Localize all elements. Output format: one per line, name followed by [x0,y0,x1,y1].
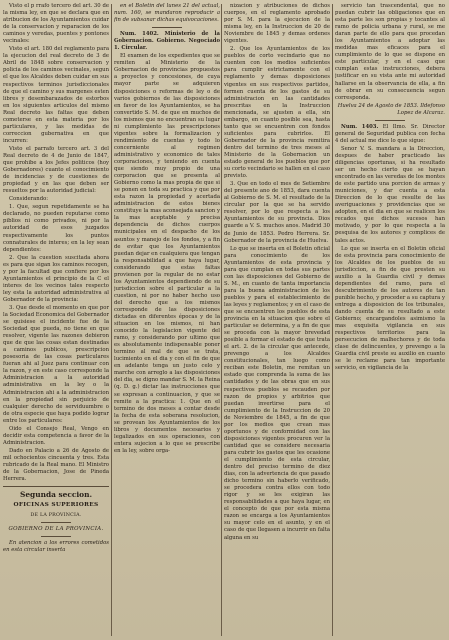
article-heading [335,124,445,145]
paragraph: Senor V. S. mandara a la Direccion, despues de haber practicado las diligencias oportunas, si ha resultado ser un hecho cierto que se hayan encontrado en las veredas de los montes de este partido una porcion de armas y municiones, y dar cuenta a esta Direccion de lo que resulte de las averiguaciones y providencias que se adopten, en el dia en que se realicen los recados que dichos sucesos han motivado, y por lo que respecta a la pesquisa de los autores y complices de tales actos. [335,145,445,244]
divider [375,120,405,121]
paragraph: Dado en Palacio a 26 de Agosto de mil ochocientos cincuenta y tres. Esta rubricado de la Real mano. El Ministro de la Gobernacion, Jose de Pineda Herrera. [3,447,109,483]
paragraph: 3. Que desde el momento en que por la Sociedad Economica del Gobernador se quisiese el incidente fue de la Sociedad que pueda, no tiene en que resolver, vigente las razones debieron que de que las cosas estan destinadas a caminos publicos, prescripcion posesoria de las cosas particulares fueran ahi al Juez para continuar con la razon, y en este caso corresponde la Administracion a la autoridad administrativa en la ley o la Administracion ahi a la administracion en la propiedad sin perjuicio de cualquier derecho de serviduumbre o de otra especie que haya podido lograr entre los particulares: [3,304,109,424]
paragraph: El examen de los expedientes que se remiten al Ministerio de la Gobernacion de provincias propuestos a proyectos y concesiones, de cuya mayor parte se adquieren disposiciones o reformas de ley o de varios gobiernos de las disposiciones en favor de los Ayuntamientos, se ha convertido S. M. de que en muchos de los mismos que no encuentran su lugar ni cumplimiento las prescripciones vigentes sobre la formalizacion y rendimiento de cuentas y todo lo concerniente al regimen administrativo y economico de tales corporaciones, y teniendo en cuenta que siendo muy propio de una corporacion que se presenta al Gobierno como la mas propia de que si se ponen en toda su practica y que por esta razon la propiedad y acertada administracion de estos bienes constituye la mas aconsejada sancion y la mas aceptable y precisa dependencia de dichos cuerpos municipales en el despacho de los asuntos y manejo de los fondos, y a fin de evitar que los Ayuntamientos puedan dejar en cualquiera que tengan la responsabilidad a que haya lugar, considerando que estas faltas provienen por la regular de no estar los Ayuntamientos dependiendo de su jurisdiccion sobre el particular a la cuestion, ni por no haber hecho uso del derecho que a los mismos corresponde de las disposiciones dictadas en diferentes épocas y de la situacion en los mismos, ni han conocido la legislacion vigente del ramo, y considerando por ultimo que es absolutamente indispensable poner termino al mal de que se trata, lucimiento en el dia y con el fin de que en adelante tenga un justo celo y marche con arreglo a las disposiciones del dia, se digno mandar S. M. la Reina (q. D. g.) dictar las instrucciones que se expresan a continuacion, y que se remite a la practica: 1. Que en el termino de dos meses a contar desde la fecha de esta soberana resolucion, se provean los Ayuntamientos de los libros y documentos necesarios y legalizados en sus operaciones, con entera sujecion a lo que se prescribe en la ley, sobre orga- [114,53,220,454]
paragraph: Considerando: [9,196,49,203]
divider [152,27,182,28]
article-heading [114,31,220,52]
paragraph: servicio tan trascendental, que no puedan cubrir las obligaciones que en esta parte les son propias y tocantes al ramo de policia urbana y rural, se me daran parte de ello para que procedan los Ayuntamientos a adoptar las medidas mas eficaces para el cumplimiento de lo que se dispone en este particular, y en el caso que cumplan estas instrucciones, debera justificar en su vista ante mi autoridad hallarse en la observancia de ella, a fin de obrar en su consecuencia segun corresponda. [335,3,445,101]
column-4 [335,3,445,636]
column-3 [224,3,330,636]
paragraph: Lo que se inserta en el Boletin oficial para conocimiento de los Ayuntamientos de esta provincia y para que cumplan en todas sus partes con las disposiciones del Gobierno de S. M., en cuanto de tanta importancia para la buena administracion de los pueblos y para el establecimiento de las leyes y reglamentos; y en el caso de que se encuentren los pueblos de esta provincia en la situacion que sobre el particular se determina, y a fin de que se proceda con la mayor brevedad posible a formar el estado de que trata el art. 2. de la circular que antecede, prevengo a los Alcaldes constitucionales, tan luego como reciban este Boletin, me remitan un estado que comprenda la suma de las cantidades y de las obras que en sus respectivos pueblos se recauden por razon de propios y arbitrios que puedan invertirse para el cumplimiento de la Instruccion de 20 de Noviembre de 1845, a fin de que por los medios que crean mas oportunos y de conformidad con las disposiciones vigentes procuren ver la cantidad que se considere necesaria para cubrir los gastos que les ocasione el cumplimiento de esta circular, dentro del preciso termino de diez dias, con la advertencia de que pasado dicho termino sin haberlo verificado, se procedera contra ellos con todo rigor y se les exigiran las responsabilidades a que haya lugar, en el concepto de que por esta misma razon se encarga a los Ayuntamientos su mayor celo en el asunto, y en el caso de que llegasen a incurrir en falta alguna en su [224,245,330,541]
section-org: OFICINAS SUPERIORES [13,502,99,509]
paragraph: Oido el Consejo Real, Vengo en decidir esta competencia a favor de la Administracion. [3,425,109,446]
paragraph: 1. Que, segun repetidamente se ha declarado, no pueden reputarse como piblios ni como privados, ni por la autoridad de esos juzgados respectivamente los puntos connaturales de interes; en la ley sean dependientes: [3,204,109,253]
column-1 [3,3,109,636]
paragraph: 3. Que en todo el mes de Setiembre del presente ano de 1853, dara cuenta al Gobierno de S. M. el resultado de la circular por la que se ha servido resolver, por lo que respecta a los Ayuntamientos de su provincia. Dios guarde a V. S. muchos anos. Madrid 30 de Junio de 1853. Pedro Herrera. Sr. Gobernador de la provincia de Huelva. [224,181,330,244]
article-title: El Ilmo. Sr. Director general de Seguridad publica con fecha 4 del actual me dice lo que sigue: [335,123,445,144]
paragraph: Visto el art. 180 del reglamento para la ejecucion del real decreto de 3 de Abril de 1848 sobre conservacion y policia de los caminos vecinales, segun el que los Alcaldes deben cuidar en sus respectivos terminos jurisdiccionales de que el camino y sus margenes esten libres y desembarazados de estorbos en los siguientes articulos del mismo Real decreto las faltas que deben cometerse en esta materia por los particulares, y las medidas de correccion gubernativa en que incurren: [3,46,109,144]
paragraph: nizacion y atribuciones de dichos cuerpos, en el reglamento aprobado por S. M. para la ejecucion de la misma ley, en la Instruccion de 20 de Noviembre de 1845 y demas ordenes vigentes. [224,3,330,45]
section-province: DE LA PROVINCIA. [30,513,82,519]
column-divider [221,4,222,636]
section-rule [3,486,109,487]
section-title: Segunda seccion. [19,490,93,500]
divider [41,522,71,523]
divider [41,536,71,537]
closing-text: En atencion a los errores cometidos en esta circular inserta [3,540,109,554]
column-divider [332,4,333,636]
article-title: Ministerio de la Gobernacion. Gobierno. Negociado 1. Circular. [114,31,220,52]
paragraph: Visto el p rrafo tercero del art. 30 de la misma ley, en que se declara que en atribucion de los Ayuntamientos cuidar de la conservacion y reparacion de los caminos y veredas, puentes y pontones vecinales: [3,3,109,45]
intro-text: en el Boletin del lunes 21 del actual, num. 160, se mandaron reproducir a fin de subsanar dichas equivocaciones. [114,3,220,24]
paragraph: 2. Que la cuestion suscitada ahora es para que sigan los caminos recogen, y por la facultad que confiere por los Ayuntamientos el principio de la C el interes de los vecinos tales respecto ley esta la autoridad administrativa al Gobernador de la provincia: [3,254,109,303]
signature: Huelva 24 de Agosto de 1853. Ildefonso Lopez de Alcaraz. [337,102,445,116]
paragraph: Visto el parrafo tercero art. 3 del Real decreto de 4 de Junio de 1847, que prohibe a los Jefes politicos (hoy Gobernadores) cuanto el conocimiento de incidencias y de cuestiones de propiedad y en las que deben ser resueltos por la autoridad judicial: [3,145,109,195]
paragraph: Lo que se inserta en el Boletin oficial de esta provincia para conocimiento de los Alcaldes de los pueblos de su jurisdiccion, a fin de que presten su auxilio a la Guardia civil y demas dependientes del ramo, para el descubrimiento de los autores de tan punible hecho, y proceder a su captura y entrega a disposicion de los tribunales, dando cuenta de su resultado a este Gobierno; encargandoles asimismo la mas exquisita vigilancia en sus respectivos territorios para la persecucion de malhechores y de toda clase de delincuentes, y prevengo a la Guardia civil preste su auxilio en cuanto se le reclame para tan importante servicio, en vigilancia de la [335,245,445,372]
article-number: Num. 1403. [341,123,379,130]
article-number: Num. 1402. [120,31,159,38]
column-divider [111,4,112,636]
section-gobierno: GOBIERNO DE LA PROVINCIA. [8,526,104,533]
column-2 [114,3,220,636]
paragraph: 2. Que los Ayuntamientos de los pueblos de corto vecindario que no cuenten con los medios suficientes para cumplir estrictamente con el reglamento y demas disposiciones vigentes en sus respectivos partidos, formen cuenta de los gastos de su administracion en las cantidades prescritas en la Instruccion mencionada, se ajusten a ella, sin embargo, en cuanto posible sea, hasta tanto que se encuentren con fondos suficientes para cubrirlos. El Gobernador de la provincia remitira dentro del termino de tres meses al Ministerio de la Gobernacion un estado general de los pueblos que por su corto vecindario se hallen en el caso previsto. [224,46,330,180]
